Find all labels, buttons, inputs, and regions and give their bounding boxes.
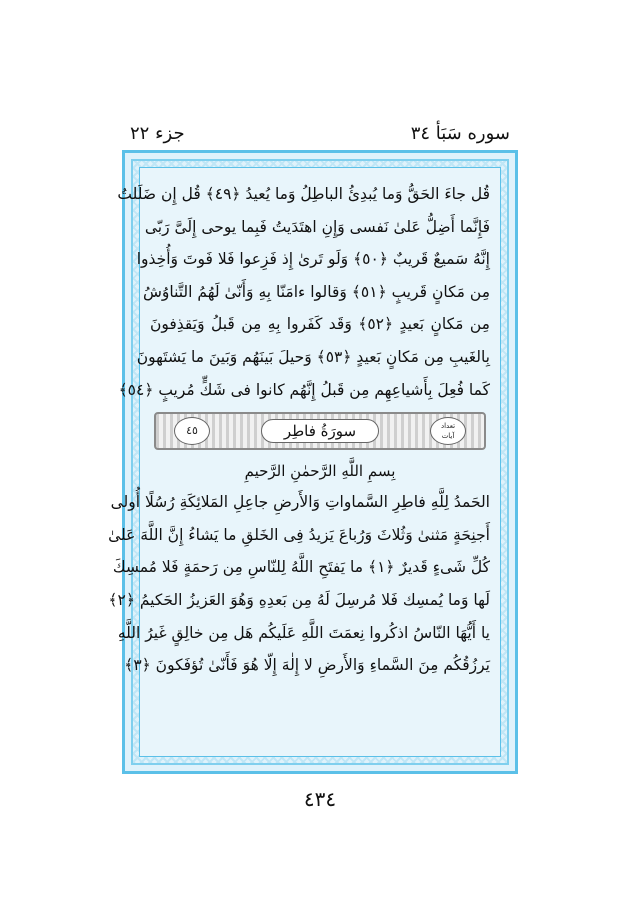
text-area xyxy=(108,167,501,757)
verse-line: كُلِّ شَىءٍ قَديرٌ ﴿١﴾ ما يَفتَحِ اللَّهُ لِلنّاسِ مِن رَحمَةٍ فَلا مُمسِكَ xyxy=(112,558,490,577)
verse-line: يا أَيُّهَا النّاسُ اذكُروا نِعمَتَ اللَّهِ عَلَيكُم هَل مِن خالِقٍ غَيرُ اللَّهِ xyxy=(117,623,490,642)
verse-line: مِن مَكانٍ قَريبٍ ﴿٥١﴾ وَقالوا ءامَنّا بِهِ وَأَنّىٰ لَهُمُ التَّناوُشُ xyxy=(142,282,490,301)
surah-label: سوره سَبَأ ٣٤ xyxy=(410,122,510,144)
verse-line: أَجنِحَةٍ مَثنىٰ وَثُلاثَ وَرُباعَ يَزيدُ فِى الخَلقِ ما يَشاءُ إِنَّ اللَّهَ عَلىٰ xyxy=(108,525,490,544)
ayat-count: ٤٥ xyxy=(186,424,198,438)
ayat-count-medallion xyxy=(430,417,466,445)
ayat-number-medallion xyxy=(174,417,210,445)
verse-line: كَما فُعِلَ بِأَشياعِهِم مِن قَبلُ إِنَّهُم كانوا فى شَكٍّ مُريبٍ ﴿٥٤﴾ xyxy=(118,380,490,399)
verse-line: إِنَّهُ سَميعٌ قَريبٌ ﴿٥٠﴾ وَلَو تَرىٰ إِذ فَزِعوا فَلا فَوتَ وَأُخِذوا xyxy=(136,250,490,269)
juz-label: جزء ٢٢ xyxy=(130,122,185,144)
basmala: بِسمِ اللَّهِ الرَّحمٰنِ الرَّحيمِ xyxy=(244,462,396,481)
surah-banner xyxy=(154,412,486,450)
verse-line: بِالغَيبِ مِن مَكانٍ بَعيدٍ ﴿٥٣﴾ وَحيلَ بَينَهُم وَبَينَ ما يَشتَهونَ xyxy=(136,347,490,366)
verse-line: لَها وَما يُمسِك فَلا مُرسِلَ لَهُ مِن بَعدِهِ وَهُوَ العَزيزُ الحَكيمُ ﴿٢﴾ xyxy=(108,590,490,609)
verse-line: قُل جاءَ الحَقُّ وَما يُبدِئُ الباطِلُ وَما يُعيدُ ﴿٤٩﴾ قُل إِن ضَلَلتُ xyxy=(117,185,490,203)
verse-line: فَإِنَّما أَضِلُّ عَلىٰ نَفسى وَإِنِ اهتَدَيتُ فَبِما يوحى إِلَىَّ رَبّى xyxy=(144,217,490,236)
page-header xyxy=(130,118,510,148)
verse-line: الحَمدُ لِلَّهِ فاطِرِ السَّماواتِ وَالأَرضِ جاعِلِ المَلائِكَةِ رُسُلًا أُولى xyxy=(110,493,490,512)
frame-border-pattern xyxy=(108,159,509,765)
verse-line: مِن مَكانٍ بَعيدٍ ﴿٥٢﴾ وَقَد كَفَروا بِهِ مِن قَبلُ وَيَقذِفونَ xyxy=(150,315,490,334)
ayat-label: تعداد xyxy=(440,422,456,431)
verse-line: يَرزُقُكُم مِنَ السَّماءِ وَالأَرضِ لا إِلٰهَ إِلّا هُوَ فَأَنّىٰ تُؤفَكونَ ﴿٣﴾ xyxy=(124,656,490,675)
page-frame xyxy=(108,150,518,774)
page-number: ٤٣٤ xyxy=(303,787,337,811)
ayat-label-2: آيات xyxy=(441,432,455,441)
surah-title: سورَةُ فاطِر xyxy=(261,419,379,443)
